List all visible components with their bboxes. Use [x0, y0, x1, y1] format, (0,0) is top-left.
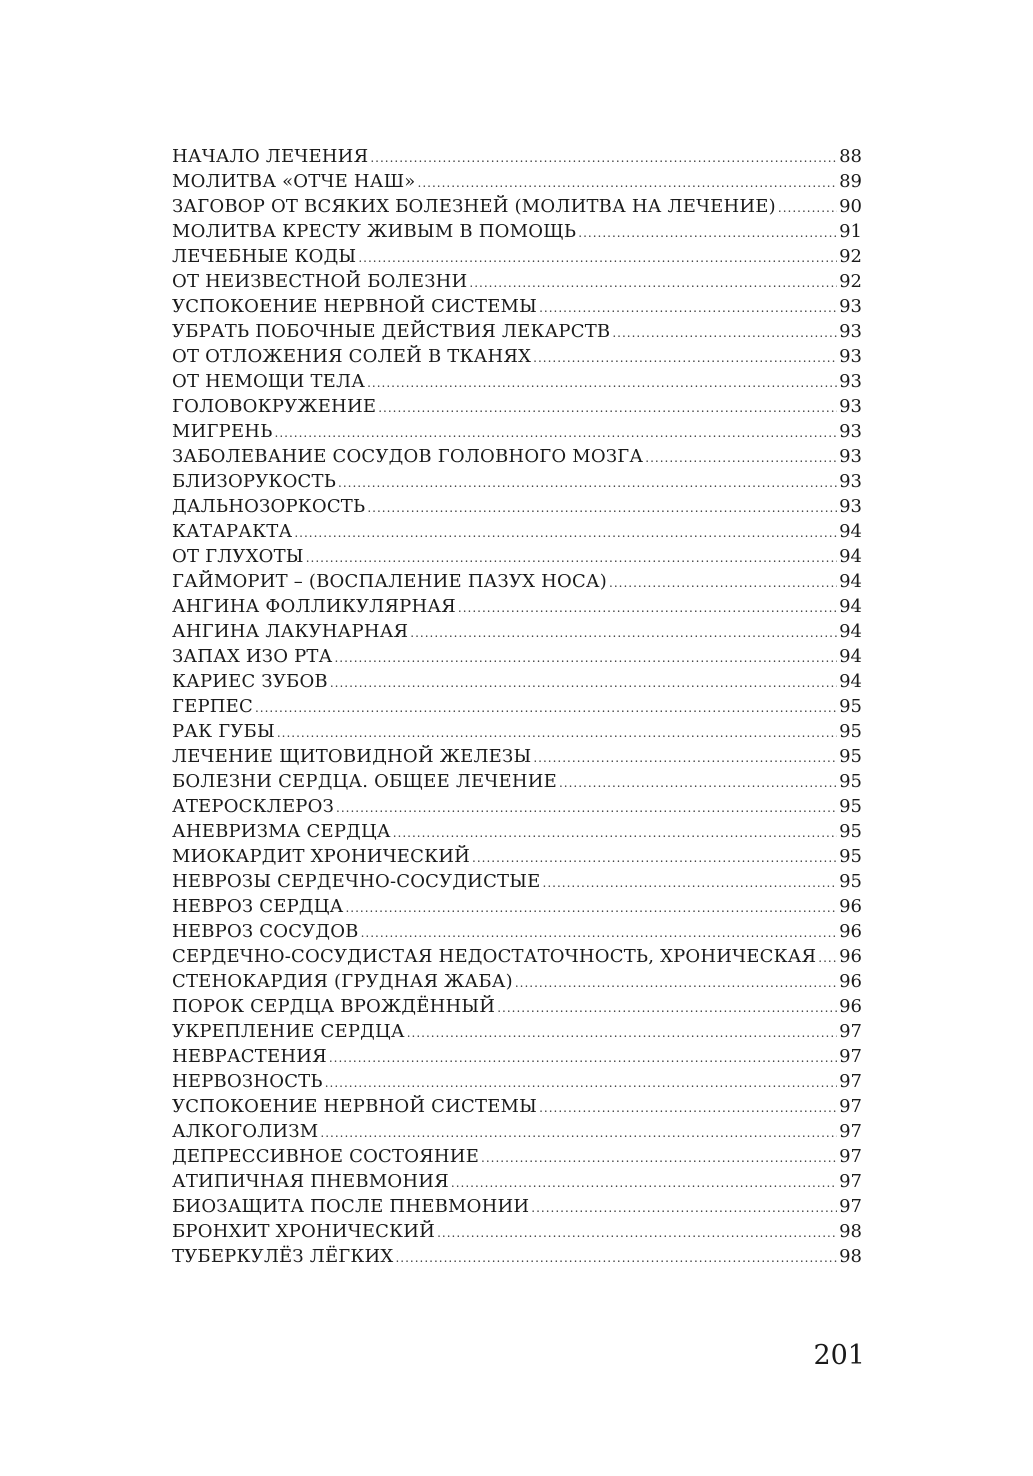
toc-entry-page: 97 — [839, 1196, 862, 1217]
toc-entry-title: ЛЕЧЕНИЕ ЩИТОВИДНОЙ ЖЕЛЕЗЫ — [172, 746, 532, 767]
toc-entry-title: АЛКОГОЛИЗМ — [172, 1121, 319, 1142]
toc-entry — [172, 169, 862, 194]
dot-leader — [275, 421, 838, 446]
toc-entry — [172, 819, 862, 844]
dot-leader — [294, 521, 837, 546]
dot-leader — [609, 571, 837, 596]
toc-entry — [172, 894, 862, 919]
toc-entry — [172, 1069, 862, 1094]
toc-entry-title: ГАЙМОРИТ – (ВОСПАЛЕНИЕ ПАЗУХ НОСА) — [172, 571, 607, 592]
toc-entry-title: АНГИНА ЛАКУНАРНАЯ — [172, 621, 409, 642]
toc-entry — [172, 519, 862, 544]
toc-entry-title: УБРАТЬ ПОБОЧНЫЕ ДЕЙСТВИЯ ЛЕКАРСТВ — [172, 321, 611, 342]
dot-leader — [255, 696, 837, 721]
toc-entry — [172, 719, 862, 744]
dot-leader — [367, 496, 837, 521]
dot-leader — [533, 346, 837, 371]
toc-entry — [172, 594, 862, 619]
dot-leader — [458, 596, 837, 621]
toc-entry-title: ЗАГОВОР ОТ ВСЯКИХ БОЛЕЗНЕЙ (МОЛИТВА НА ЛЕЧЕНИЕ) — [172, 196, 776, 217]
toc-entry-title: ПОРОК СЕРДЦА ВРОЖДЁННЫЙ — [172, 996, 496, 1017]
dot-leader — [418, 171, 838, 196]
toc-entry-page: 97 — [839, 1046, 862, 1067]
toc-entry-page: 89 — [839, 171, 862, 192]
dot-leader — [531, 1196, 837, 1221]
toc-entry-page: 94 — [839, 521, 862, 542]
toc-entry — [172, 869, 862, 894]
toc-entry-title: РАК ГУБЫ — [172, 721, 275, 742]
dot-leader — [367, 371, 837, 396]
toc-entry — [172, 394, 862, 419]
dot-leader — [361, 921, 837, 946]
toc-entry-page: 94 — [839, 596, 862, 617]
toc-entry-page: 93 — [839, 496, 862, 517]
toc-entry-title: ДАЛЬНОЗОРКОСТЬ — [172, 496, 366, 517]
toc-entry-title: МИГРЕНЬ — [172, 421, 273, 442]
dot-leader — [645, 446, 837, 471]
dot-leader — [543, 871, 838, 896]
toc-entry-title: БРОНХИТ ХРОНИЧЕСКИЙ — [172, 1221, 436, 1242]
toc-entry-page: 88 — [839, 146, 862, 167]
toc-entry-page: 97 — [839, 1146, 862, 1167]
toc-entry — [172, 1169, 862, 1194]
toc-entry-page: 95 — [839, 871, 862, 892]
dot-leader — [338, 471, 837, 496]
toc-entry — [172, 144, 862, 169]
toc-entry-page: 91 — [839, 221, 862, 242]
toc-entry-page: 93 — [839, 371, 862, 392]
toc-entry-page: 92 — [839, 271, 862, 292]
dot-leader — [539, 1096, 837, 1121]
toc-entry-title: НЕВРОЗ СЕРДЦА — [172, 896, 344, 917]
dot-leader — [329, 1046, 837, 1071]
toc-entry-title: ЛЕЧЕБНЫЕ КОДЫ — [172, 246, 357, 267]
dot-leader — [451, 1171, 837, 1196]
toc-entry-title: СЕРДЕЧНО-СОСУДИСТАЯ НЕДОСТАТОЧНОСТЬ, ХРОНИЧЕСКАЯ — [172, 946, 817, 967]
dot-leader — [539, 296, 837, 321]
toc-entry-page: 93 — [839, 471, 862, 492]
toc-entry-title: ГОЛОВОКРУЖЕНИЕ — [172, 396, 377, 417]
dot-leader — [306, 546, 837, 571]
toc-entry — [172, 1044, 862, 1069]
toc-entry — [172, 269, 862, 294]
toc-entry-title: ТУБЕРКУЛЁЗ ЛЁГКИХ — [172, 1246, 394, 1267]
toc-entry — [172, 194, 862, 219]
dot-leader — [818, 946, 837, 971]
toc-entry — [172, 319, 862, 344]
toc-entry-page: 95 — [839, 746, 862, 767]
toc-entry-page: 98 — [839, 1246, 862, 1267]
dot-leader — [437, 1221, 837, 1246]
toc-entry-page: 94 — [839, 621, 862, 642]
dot-leader — [497, 996, 837, 1021]
toc-entry-page: 93 — [839, 446, 862, 467]
toc-entry — [172, 769, 862, 794]
dot-leader — [325, 1071, 837, 1096]
toc-entry-page: 94 — [839, 646, 862, 667]
toc-entry — [172, 544, 862, 569]
toc-entry-page: 95 — [839, 721, 862, 742]
toc-entry — [172, 244, 862, 269]
toc-entry-page: 98 — [839, 1221, 862, 1242]
toc-entry — [172, 969, 862, 994]
toc-entry — [172, 469, 862, 494]
page-number: 201 — [813, 1340, 865, 1371]
toc-entry-page: 97 — [839, 1121, 862, 1142]
dot-leader — [358, 246, 837, 271]
dot-leader — [395, 1246, 837, 1271]
toc-entry-page: 95 — [839, 846, 862, 867]
dot-leader — [393, 821, 837, 846]
toc-entry-page: 94 — [839, 671, 862, 692]
dot-leader — [277, 721, 837, 746]
toc-entry — [172, 794, 862, 819]
toc-entry-page: 97 — [839, 1171, 862, 1192]
toc-entry — [172, 844, 862, 869]
toc-entry-title: ОТ НЕИЗВЕСТНОЙ БОЛЕЗНИ — [172, 271, 468, 292]
toc-entry-page: 94 — [839, 546, 862, 567]
toc-entry-page: 95 — [839, 821, 862, 842]
toc-entry-page: 90 — [839, 196, 862, 217]
dot-leader — [515, 971, 837, 996]
dot-leader — [410, 621, 837, 646]
dot-leader — [533, 746, 837, 771]
toc-entry-page: 97 — [839, 1021, 862, 1042]
toc-entry-title: ОТ ОТЛОЖЕНИЯ СОЛЕЙ В ТКАНЯХ — [172, 346, 532, 367]
toc-entry-title: ОТ НЕМОЩИ ТЕЛА — [172, 371, 366, 392]
toc-entry — [172, 344, 862, 369]
toc-entry-title: НЕВРАСТЕНИЯ — [172, 1046, 327, 1067]
toc-entry-title: АТЕРОСКЛЕРОЗ — [172, 796, 334, 817]
toc-entry — [172, 494, 862, 519]
toc-entry-title: НАЧАЛО ЛЕЧЕНИЯ — [172, 146, 369, 167]
toc-entry-title: МОЛИТВА КРЕСТУ ЖИВЫМ В ПОМОЩЬ — [172, 221, 577, 242]
dot-leader — [370, 146, 837, 171]
toc-entry — [172, 1019, 862, 1044]
dot-leader — [334, 646, 837, 671]
toc-entry-page: 93 — [839, 346, 862, 367]
toc-entry — [172, 994, 862, 1019]
toc-entry — [172, 369, 862, 394]
toc-entry-title: НЕВРОЗЫ СЕРДЕЧНО-СОСУДИСТЫЕ — [172, 871, 541, 892]
dot-leader — [407, 1021, 837, 1046]
toc-entry — [172, 1144, 862, 1169]
table-of-contents — [172, 144, 862, 1269]
toc-entry-title: АТИПИЧНАЯ ПНЕВМОНИЯ — [172, 1171, 449, 1192]
dot-leader — [472, 846, 837, 871]
dot-leader — [559, 771, 837, 796]
toc-entry — [172, 919, 862, 944]
toc-entry-title: БЛИЗОРУКОСТЬ — [172, 471, 337, 492]
toc-entry-page: 93 — [839, 421, 862, 442]
toc-entry-title: ЗАПАХ ИЗО РТА — [172, 646, 333, 667]
toc-entry-title: ГЕРПЕС — [172, 696, 253, 717]
toc-entry — [172, 444, 862, 469]
toc-entry-title: ЗАБОЛЕВАНИЕ СОСУДОВ ГОЛОВНОГО МОЗГА — [172, 446, 644, 467]
toc-entry-page: 94 — [839, 571, 862, 592]
toc-entry-page: 97 — [839, 1096, 862, 1117]
toc-entry — [172, 1244, 862, 1269]
dot-leader — [778, 196, 837, 221]
toc-entry — [172, 219, 862, 244]
toc-entry-title: ОТ ГЛУХОТЫ — [172, 546, 304, 567]
toc-entry — [172, 944, 862, 969]
dot-leader — [481, 1146, 837, 1171]
toc-entry-page: 95 — [839, 796, 862, 817]
toc-entry-page: 96 — [839, 921, 862, 942]
toc-entry-title: МОЛИТВА «ОТЧЕ НАШ» — [172, 171, 416, 192]
toc-entry-title: УСПОКОЕНИЕ НЕРВНОЙ СИСТЕМЫ — [172, 296, 538, 317]
toc-entry-title: АНГИНА ФОЛЛИКУЛЯРНАЯ — [172, 596, 456, 617]
toc-entry-page: 96 — [839, 896, 862, 917]
toc-entry — [172, 1194, 862, 1219]
toc-entry-page: 96 — [839, 946, 862, 967]
toc-entry-page: 96 — [839, 996, 862, 1017]
dot-leader — [320, 1121, 837, 1146]
toc-entry-page: 93 — [839, 296, 862, 317]
dot-leader — [330, 671, 837, 696]
dot-leader — [469, 271, 837, 296]
toc-entry-title: КАРИЕС ЗУБОВ — [172, 671, 328, 692]
toc-entry — [172, 619, 862, 644]
toc-entry-page: 93 — [839, 396, 862, 417]
toc-entry-title: СТЕНОКАРДИЯ (ГРУДНАЯ ЖАБА) — [172, 971, 513, 992]
toc-entry — [172, 1119, 862, 1144]
toc-entry-title: НЕВРОЗ СОСУДОВ — [172, 921, 359, 942]
toc-entry — [172, 1094, 862, 1119]
toc-entry-page: 95 — [839, 696, 862, 717]
toc-entry-title: ДЕПРЕССИВНОЕ СОСТОЯНИЕ — [172, 1146, 480, 1167]
dot-leader — [345, 896, 837, 921]
toc-entry — [172, 569, 862, 594]
dot-leader — [336, 796, 837, 821]
toc-entry — [172, 419, 862, 444]
toc-entry — [172, 1219, 862, 1244]
toc-entry — [172, 669, 862, 694]
toc-entry-title: АНЕВРИЗМА СЕРДЦА — [172, 821, 391, 842]
toc-entry-title: УКРЕПЛЕНИЕ СЕРДЦА — [172, 1021, 405, 1042]
toc-entry-page: 93 — [839, 321, 862, 342]
toc-entry-title: НЕРВОЗНОСТЬ — [172, 1071, 323, 1092]
dot-leader — [612, 321, 837, 346]
toc-entry — [172, 694, 862, 719]
toc-entry-title: УСПОКОЕНИЕ НЕРВНОЙ СИСТЕМЫ — [172, 1096, 538, 1117]
toc-entry — [172, 294, 862, 319]
dot-leader — [578, 221, 837, 246]
toc-entry-title: МИОКАРДИТ ХРОНИЧЕСКИЙ — [172, 846, 471, 867]
toc-entry-page: 97 — [839, 1071, 862, 1092]
toc-entry-title: КАТАРАКТА — [172, 521, 293, 542]
toc-entry-title: БИОЗАЩИТА ПОСЛЕ ПНЕВМОНИИ — [172, 1196, 530, 1217]
toc-entry-title: БОЛЕЗНИ СЕРДЦА. ОБЩЕЕ ЛЕЧЕНИЕ — [172, 771, 557, 792]
dot-leader — [378, 396, 837, 421]
toc-entry-page: 92 — [839, 246, 862, 267]
toc-entry — [172, 744, 862, 769]
toc-entry-page: 96 — [839, 971, 862, 992]
toc-entry-page: 95 — [839, 771, 862, 792]
toc-entry — [172, 644, 862, 669]
